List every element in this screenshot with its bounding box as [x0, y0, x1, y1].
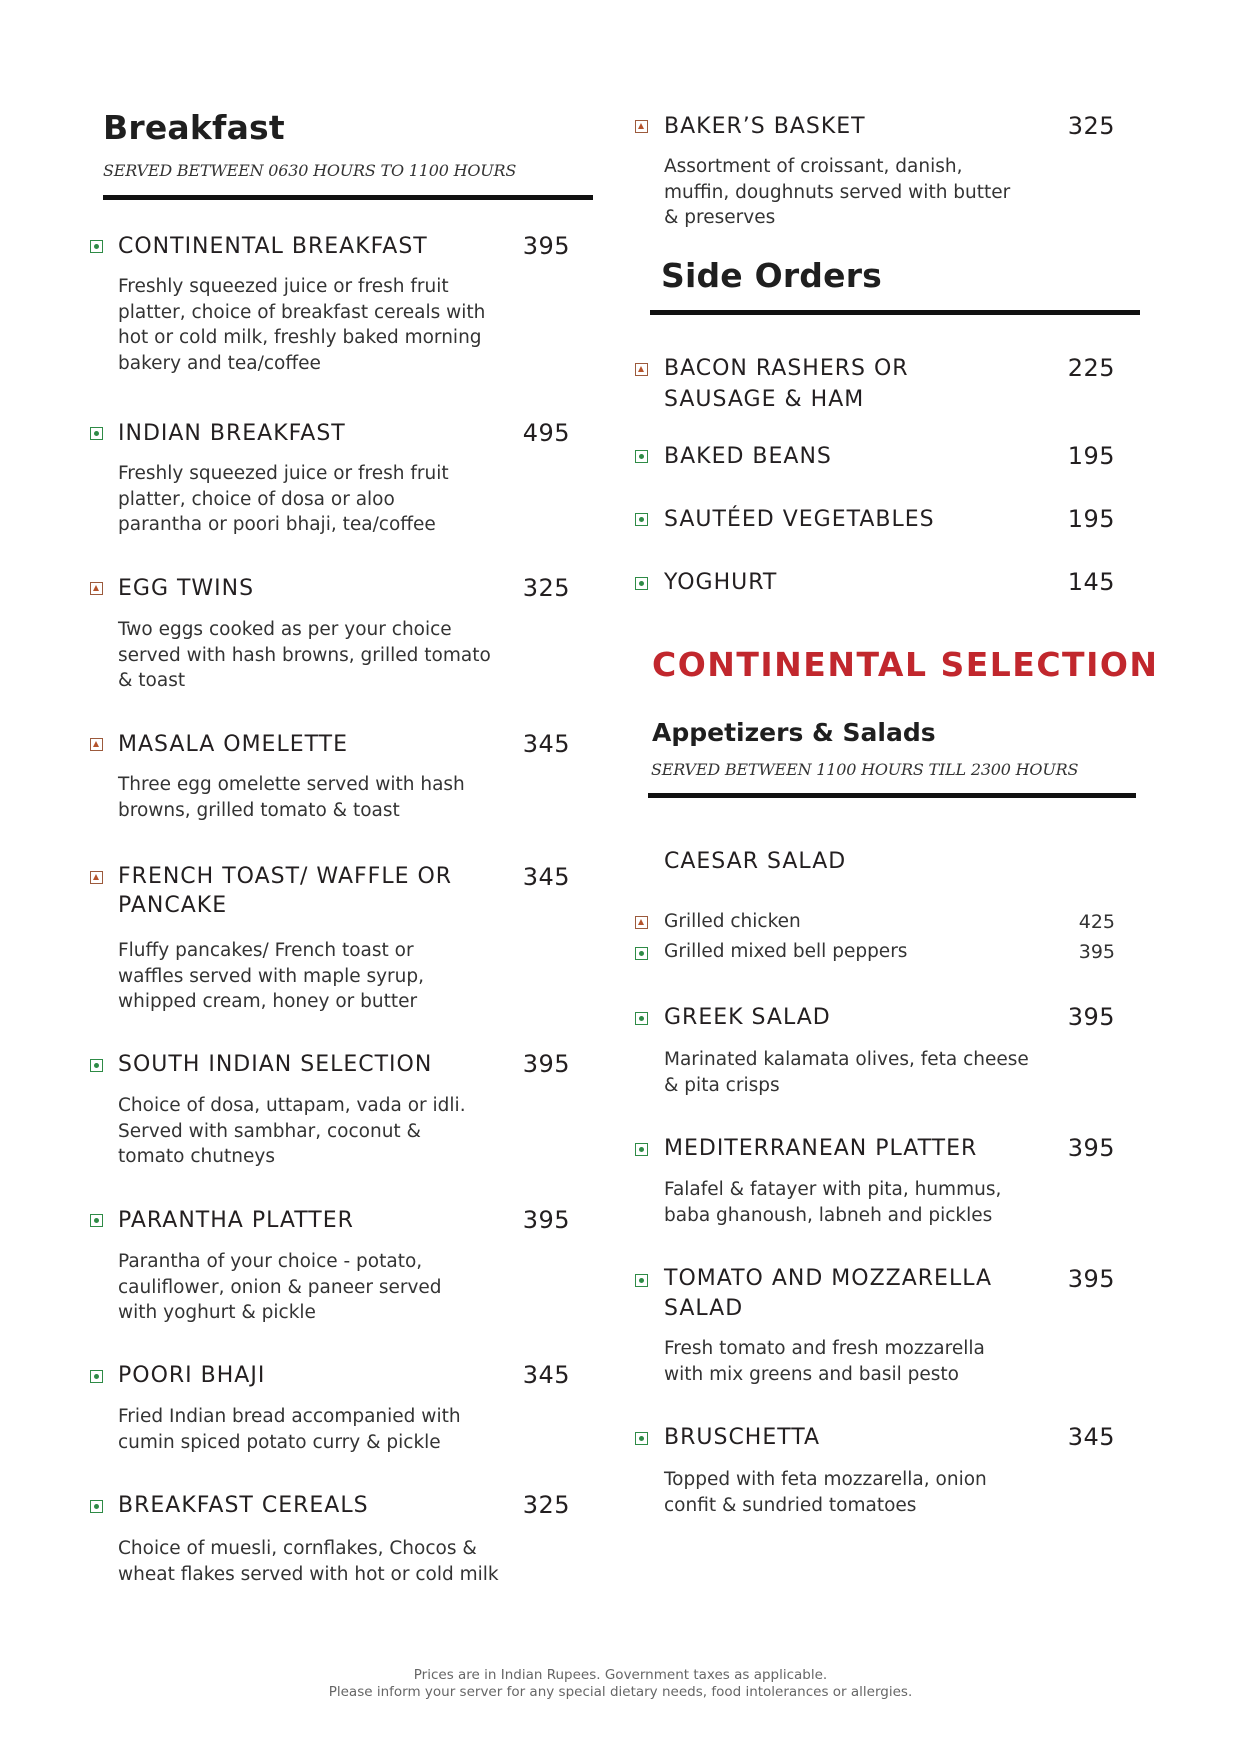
menu-item-price: 345: [522, 863, 570, 891]
menu-item-description: Two eggs cooked as per your choice served with hash browns, grilled tomato & toast: [118, 619, 491, 691]
menu-item-description: Choice of dosa, uttapam, vada or idli. Served with sambhar, coconut & tomato chutneys: [118, 1095, 466, 1167]
veg-icon: [90, 1500, 103, 1513]
veg-icon: [635, 577, 648, 590]
appetizers-salads-title: Appetizers & Salads: [652, 718, 936, 747]
menu-item-name: CONTINENTAL BREAKFAST: [118, 234, 428, 259]
veg-icon: [635, 1274, 648, 1287]
menu-item-name: PARANTHA PLATTER: [118, 1208, 354, 1233]
appetizers-hours: SERVED BETWEEN 1100 HOURS TILL 2300 HOURS: [651, 760, 1079, 779]
menu-item-description: Parantha of your choice - potato, cauliflower, onion & paneer served with yoghurt & pickle: [118, 1251, 442, 1323]
menu-item-description: Topped with feta mozzarella, onion confit & sundried tomatoes: [664, 1469, 987, 1516]
veg-icon: [635, 1432, 648, 1445]
footer-line-prices: Prices are in Indian Rupees. Government taxes as applicable.: [413, 1667, 828, 1683]
veg-icon: [635, 1012, 648, 1025]
non-veg-icon: [635, 363, 648, 376]
menu-item-price: 395: [522, 1206, 570, 1234]
menu-item-description: Freshly squeezed juice or fresh fruit platter, choice of breakfast cereals with hot or cold milk, freshly baked morning bakery and tea/coffee: [118, 276, 486, 374]
menu-item-price: 195: [1067, 442, 1115, 470]
veg-icon: [90, 427, 103, 440]
appetizers-divider: [648, 793, 1136, 798]
veg-icon: [90, 1059, 103, 1072]
menu-item-name: INDIAN BREAKFAST: [118, 421, 346, 446]
menu-item-name: BAKED BEANS: [664, 444, 832, 469]
menu-item-name: FRENCH TOAST/ WAFFLE OR PANCAKE: [118, 864, 453, 918]
menu-item-name: GREEK SALAD: [664, 1005, 831, 1030]
menu-option-price: 425: [1078, 911, 1115, 933]
menu-item-price: 495: [522, 419, 570, 447]
menu-option-name: Grilled mixed bell peppers: [664, 941, 908, 962]
menu-item-price: 195: [1067, 505, 1115, 533]
menu-item-description: Assortment of croissant, danish, muffin, doughnuts served with butter & preserves: [664, 156, 1011, 228]
menu-item-description: Fresh tomato and fresh mozzarella with mix greens and basil pesto: [664, 1338, 985, 1385]
menu-option-name: Grilled chicken: [664, 911, 801, 932]
veg-icon: [635, 1143, 648, 1156]
menu-item-name: TOMATO AND MOZZARELLA SALAD: [664, 1266, 993, 1321]
veg-icon: [635, 450, 648, 463]
menu-item-description: Falafel & fatayer with pita, hummus, baba ghanoush, labneh and pickles: [664, 1179, 1002, 1226]
menu-option-price: 395: [1078, 941, 1115, 963]
side-orders-divider: [650, 310, 1140, 315]
menu-item-name: POORI BHAJI: [118, 1363, 266, 1388]
non-veg-icon: [635, 916, 648, 929]
menu-item-name: MASALA OMELETTE: [118, 732, 349, 757]
footer-note: [0, 1667, 1241, 1701]
footer-line-allergies: Please inform your server for any special dietary needs, food intolerances or allergies.: [328, 1684, 913, 1700]
non-veg-icon: [90, 582, 103, 595]
non-veg-icon: [90, 871, 103, 884]
menu-item-description: Three egg omelette served with hash browns, grilled tomato & toast: [118, 774, 465, 821]
menu-item-price: 345: [1067, 1423, 1115, 1451]
menu-item-price: 325: [522, 1491, 570, 1519]
breakfast-divider: [103, 195, 593, 200]
menu-item-name: BACON RASHERS OR SAUSAGE & HAM: [664, 356, 909, 412]
menu-item-price: 395: [1067, 1003, 1115, 1031]
menu-item-description: Freshly squeezed juice or fresh fruit platter, choice of dosa or aloo parantha or poori bhaji, tea/coffee: [118, 463, 449, 535]
breakfast-title: Breakfast: [103, 108, 285, 147]
menu-item-price: 395: [1067, 1134, 1115, 1162]
menu-item-name: CAESAR SALAD: [664, 849, 847, 874]
menu-item-price: 395: [522, 232, 570, 260]
menu-item-name: MEDITERRANEAN PLATTER: [664, 1136, 978, 1161]
menu-item-price: 345: [522, 1361, 570, 1389]
menu-item-description: Choice of muesli, cornflakes, Chocos & wheat flakes served with hot or cold milk: [118, 1538, 499, 1585]
menu-item-name: BAKER’S BASKET: [664, 114, 866, 139]
menu-item-name: SOUTH INDIAN SELECTION: [118, 1052, 433, 1077]
menu-item-name: BRUSCHETTA: [664, 1425, 821, 1450]
veg-icon: [90, 1370, 103, 1383]
veg-icon: [635, 513, 648, 526]
menu-item-name: BREAKFAST CEREALS: [118, 1493, 369, 1518]
menu-item-price: 345: [522, 730, 570, 758]
menu-item-name: EGG TWINS: [118, 576, 255, 601]
menu-item-price: 395: [522, 1050, 570, 1078]
menu-item-description: Marinated kalamata olives, feta cheese & pita crisps: [664, 1049, 1029, 1096]
menu-item-description: Fried Indian bread accompanied with cumin spiced potato curry & pickle: [118, 1406, 461, 1453]
veg-icon: [90, 240, 103, 253]
side-orders-title: Side Orders: [661, 256, 883, 295]
non-veg-icon: [635, 120, 648, 133]
breakfast-hours: SERVED BETWEEN 0630 HOURS TO 1100 HOURS: [103, 161, 517, 180]
menu-item-name: SAUTÉED VEGETABLES: [664, 507, 935, 532]
menu-item-price: 325: [1067, 112, 1115, 140]
veg-icon: [90, 1214, 103, 1227]
menu-item-price: 395: [1067, 1265, 1115, 1293]
non-veg-icon: [90, 738, 103, 751]
veg-icon: [635, 947, 648, 960]
menu-item-price: 225: [1067, 354, 1115, 382]
menu-item-price: 325: [522, 574, 570, 602]
menu-item-name: YOGHURT: [664, 570, 778, 595]
menu-item-price: 145: [1067, 568, 1115, 596]
continental-selection-title: CONTINENTAL SELECTION: [652, 645, 1159, 684]
menu-item-description: Fluffy pancakes/ French toast or waffles served with maple syrup, whipped cream, honey or butter: [118, 940, 425, 1012]
